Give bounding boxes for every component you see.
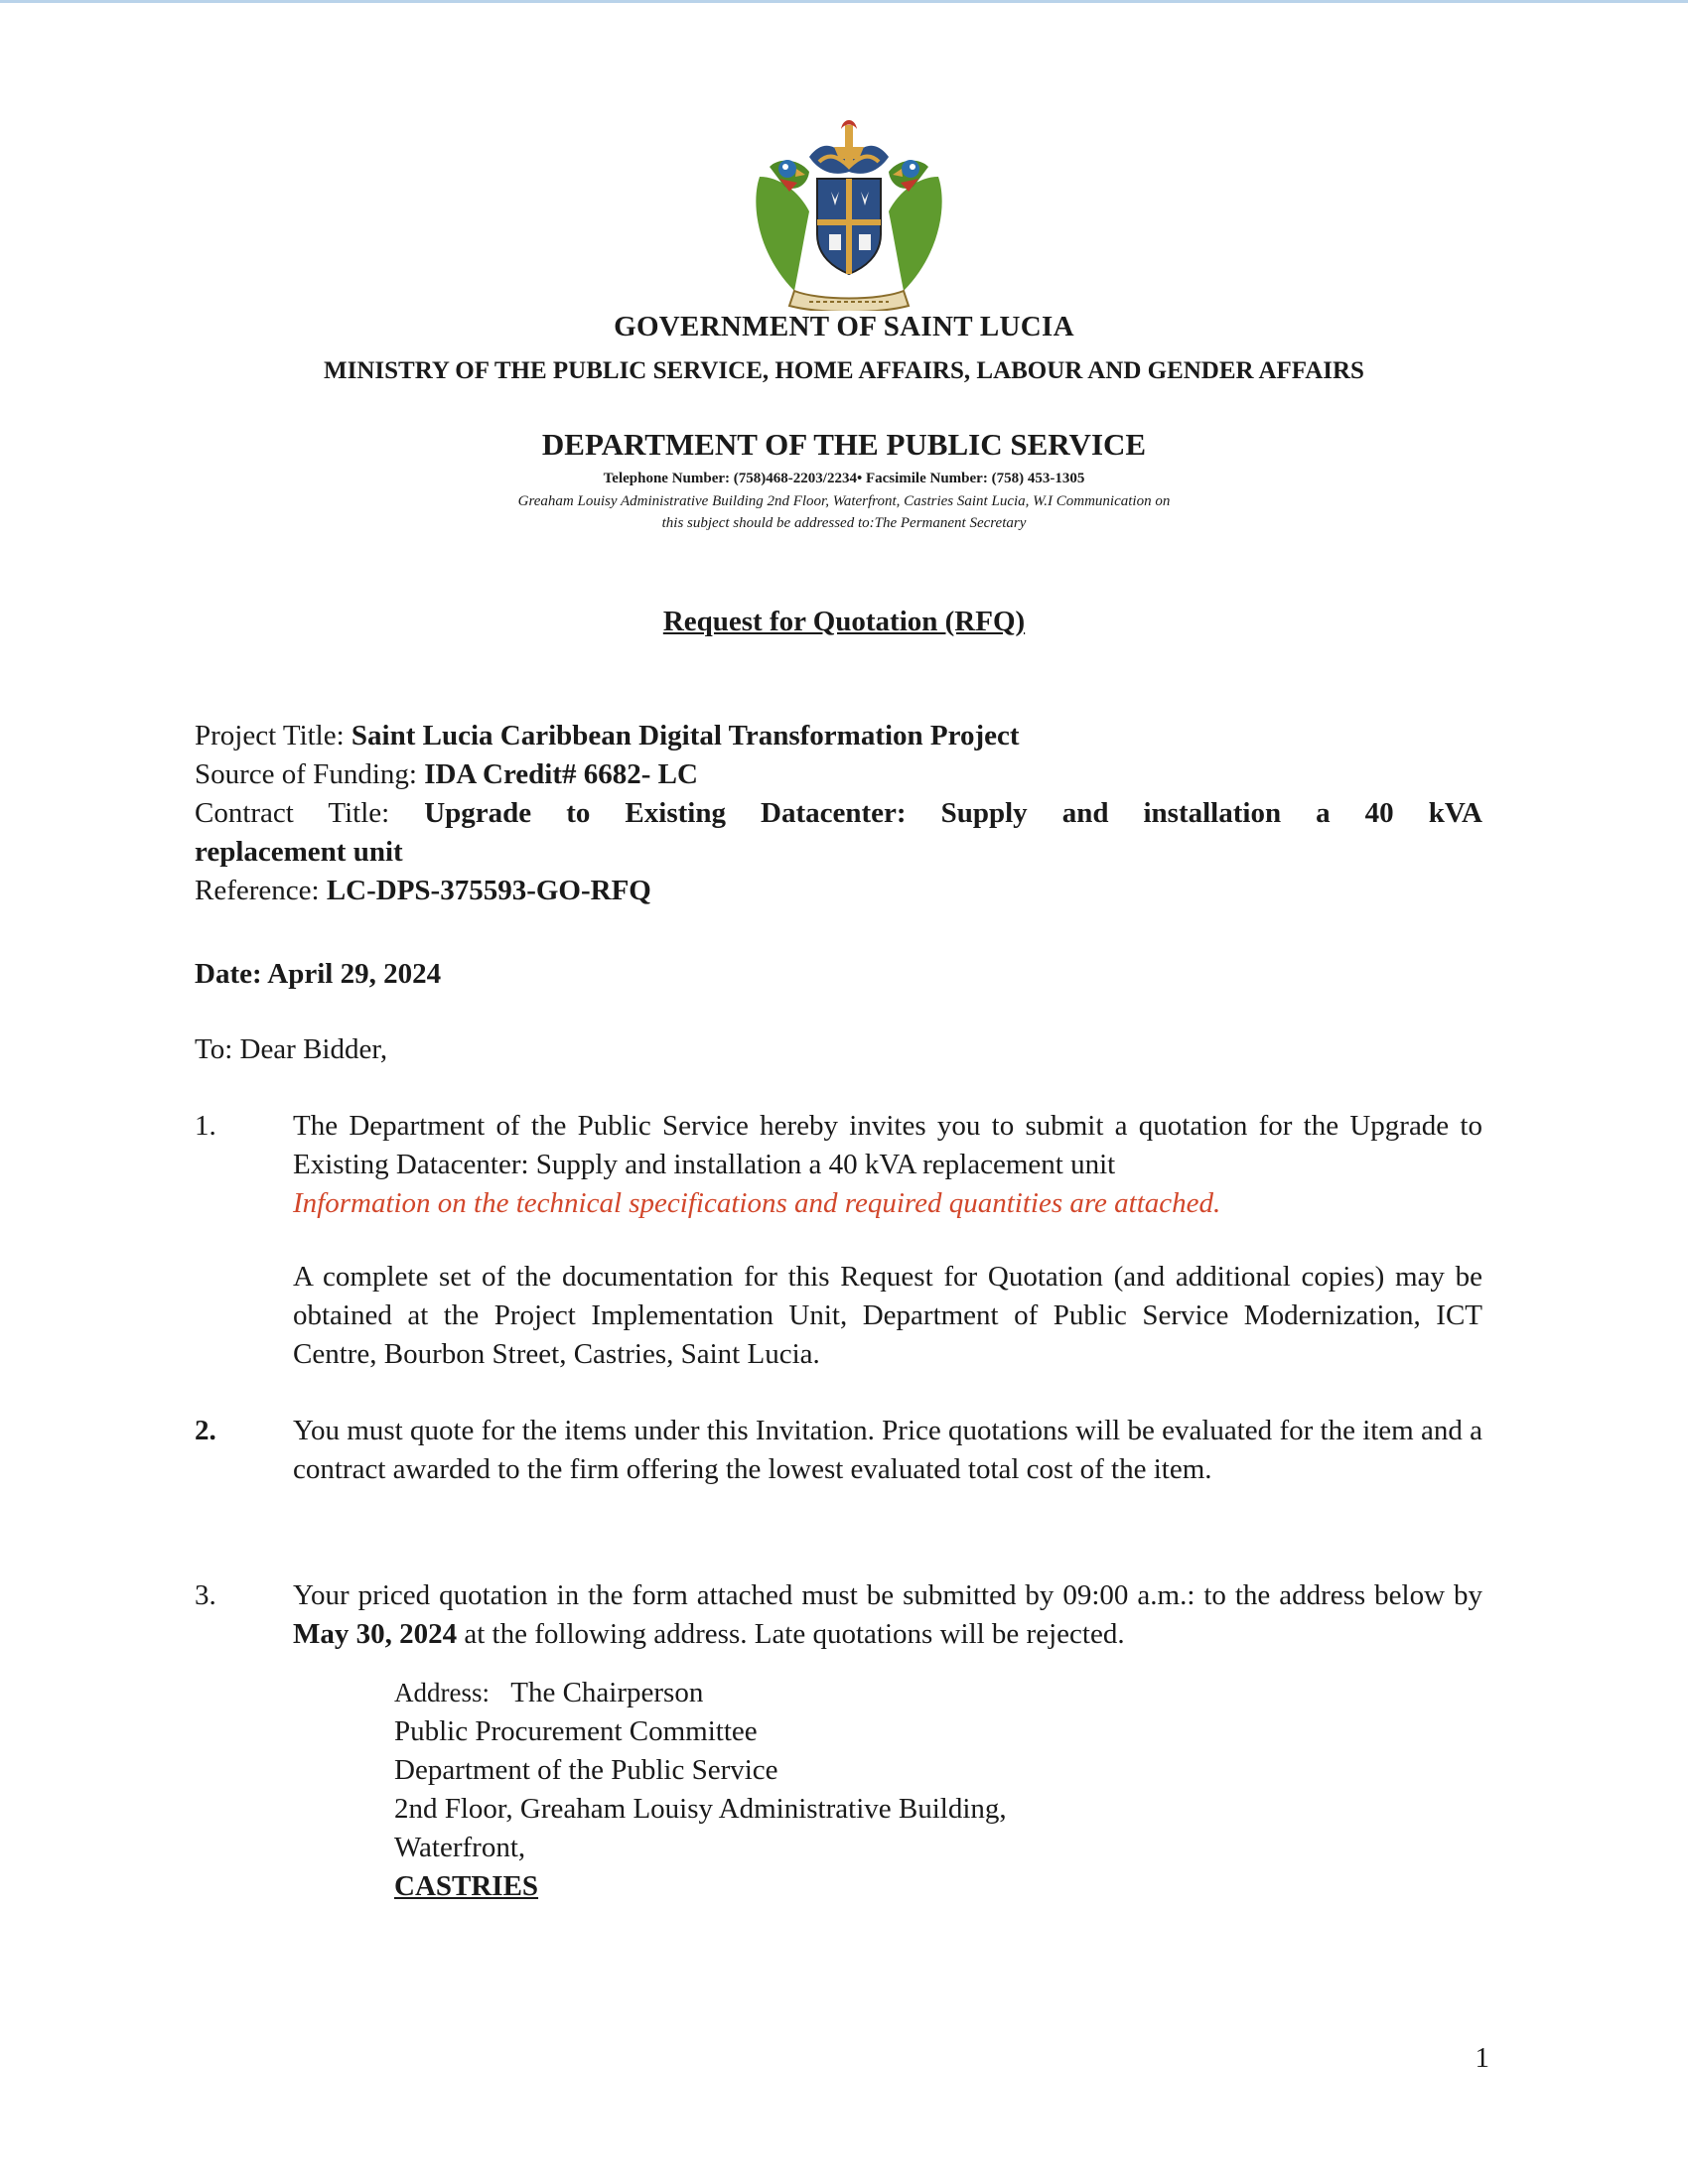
project-info [195, 717, 1482, 910]
saint-lucia-coat-of-arms-icon [740, 117, 958, 311]
submission-deadline: May 30, 2024 [293, 1618, 458, 1650]
item-text [293, 1107, 1482, 1223]
address-label: Address: [394, 1678, 490, 1707]
submission-address [394, 1674, 1007, 1906]
address-line-1 [394, 1674, 1007, 1712]
project-title-label: Project Title: [195, 720, 345, 751]
address-line-4: 2nd Floor, Greaham Louisy Administrative Building, [394, 1793, 1007, 1825]
item-body-b: at the following address. Late quotations will be rejected. [464, 1618, 1125, 1650]
contract-title-value-line1: Upgrade to Existing Datacenter: Supply and installation a 40 kVA [424, 797, 1482, 829]
item-number: 1. [195, 1110, 216, 1142]
ministry-heading: MINISTRY OF THE PUBLIC SERVICE, HOME AFFAIRS, LABOUR AND GENDER AFFAIRS [324, 357, 1364, 384]
item-text [293, 1576, 1482, 1654]
funding-row [195, 755, 1482, 794]
project-title-row [195, 717, 1482, 755]
item-body: The Department of the Public Service hereby invites you to submit a quotation for the Upgrade to Existing Datacenter: Supply and installation a 40 kVA replacement unit [293, 1110, 1482, 1180]
contract-title-label: Contract Title: [195, 797, 390, 829]
address-line-3: Department of the Public Service [394, 1754, 778, 1786]
document-date: Date: April 29, 2024 [195, 958, 442, 990]
page-number: 1 [1475, 2042, 1489, 2074]
item-text: You must quote for the items under this Invitation. Price quotations will be evaluated for the item and a contract awarded to the firm offering the lowest evaluated total cost of the item. [293, 1415, 1482, 1485]
project-title-value: Saint Lucia Caribbean Digital Transformation Project [351, 720, 1020, 751]
address-city: CASTRIES [394, 1870, 539, 1902]
item-number: 3. [195, 1579, 216, 1611]
address-recipient: The Chairperson [510, 1677, 704, 1708]
item-body-a: Your priced quotation in the form attached must be submitted by 09:00 a.m.: to the address below by [293, 1579, 1482, 1611]
contract-title-row [195, 794, 1482, 833]
funding-label: Source of Funding: [195, 758, 417, 790]
item-number: 2. [195, 1415, 216, 1446]
salutation: To: Dear Bidder, [195, 1033, 388, 1065]
reference-label: Reference: [195, 875, 320, 906]
document-title: Request for Quotation (RFQ) [662, 606, 1026, 637]
specifications-note: Information on the technical specifications and required quantities are attached. [293, 1187, 1221, 1219]
department-heading: DEPARTMENT OF THE PUBLIC SERVICE [541, 427, 1147, 462]
contract-title-value-line2: replacement unit [195, 836, 403, 868]
address-note: Greaham Louisy Administrative Building 2nd Floor, Waterfront, Castries Saint Lucia, W.I Communication on this subject should be addressed to:The Permanent Secretary [517, 493, 1171, 531]
government-heading: GOVERNMENT OF SAINT LUCIA [614, 311, 1074, 342]
documentation-paragraph: A complete set of the documentation for this Request for Quotation (and additional copies) may be obtained at the Project Implementation Unit, Department of Public Service Modernization, ICT Centre, Bourbon Street, Castries, Saint Lucia. [293, 1261, 1482, 1370]
reference-row [195, 872, 1482, 910]
address-line-2: Public Procurement Committee [394, 1715, 758, 1747]
contact-line: Telephone Number: (758)468-2203/2234• Facsimile Number: (758) 453-1305 [603, 471, 1085, 486]
address-line-5: Waterfront, [394, 1832, 526, 1863]
reference-value: LC-DPS-375593-GO-RFQ [326, 875, 651, 906]
funding-value: IDA Credit# 6682- LC [424, 758, 698, 790]
